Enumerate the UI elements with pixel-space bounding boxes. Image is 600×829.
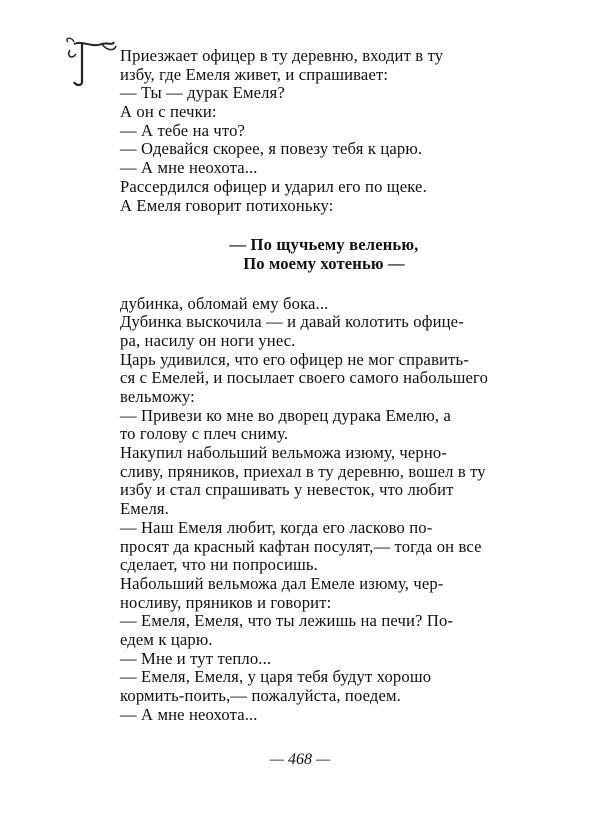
text-line: Емеля. xyxy=(120,499,169,519)
text-line: — Привези ко мне во дворец дурака Емелю, а xyxy=(120,405,452,425)
verse-line: По моему хотенью — xyxy=(243,253,405,273)
text-line: — Наш Емеля любит, когда его ласково по- xyxy=(120,517,433,537)
text-line: то голову с плеч сниму. xyxy=(120,424,289,444)
text-line: Царь удивился, что его офицер не мог справить- xyxy=(120,349,469,369)
verse-line: — По щучьему веленью, xyxy=(229,235,419,255)
text-line: ра, насилу он ноги унес. xyxy=(120,330,296,350)
text-line: Рассердился офицер и ударил его по щеке. xyxy=(120,176,427,196)
text-line: просят да красный кафтан посулят,— тогда он все xyxy=(120,536,482,556)
text-line: кормить-поить,— пожалуйста, поедем. xyxy=(120,686,401,705)
text-line: сливу, пряников, приехал в ту деревню, вошел в ту xyxy=(120,461,486,481)
text-line: сделает, что ни попросишь. xyxy=(120,555,318,575)
text-line: Дубинка выскочила — и давай колотить офице- xyxy=(120,312,464,332)
text-line: Накупил набольший вельможа изюму, черно- xyxy=(120,443,448,463)
text-line: — Мне и тут тепло... xyxy=(120,648,272,668)
text-line: — Емеля, Емеля, что ты лежишь на печи? По- xyxy=(120,611,454,631)
text-line: — А мне неохота... xyxy=(120,704,258,724)
text-line: — А тебе на что? xyxy=(120,120,246,140)
text-line: — Ты — дурак Емеля? xyxy=(120,83,285,103)
text-line: Приезжает офицер в ту деревню, входит в ту xyxy=(120,46,444,65)
text-line: вельможу: xyxy=(120,387,195,406)
story-text xyxy=(120,47,528,724)
text-line: избу и стал спрашивать у невесток, что любит xyxy=(120,480,454,500)
text-line: едем к царю. xyxy=(120,629,213,649)
text-line: дубинка, обломай ему бока... xyxy=(120,293,329,313)
text-line: — А мне неохота... xyxy=(120,158,258,178)
text-line: А Емеля говорит потихоньку: xyxy=(120,195,334,215)
text-line: носливу, пряников и говорит: xyxy=(120,592,332,612)
text-line: А он с печки: xyxy=(120,102,217,122)
text-line: избу, где Емеля живет, и спрашивает: xyxy=(120,64,389,84)
page-number: — 468 — xyxy=(269,751,331,768)
text-line: ся с Емелей, и посылает своего самого набольшего xyxy=(120,368,489,388)
ornamental-initial-icon xyxy=(62,36,118,88)
text-line: Набольший вельможа дал Емеле изюму, чер- xyxy=(120,573,444,593)
text-line: — Одевайся скорее, я повезу тебя к царю. xyxy=(120,139,423,159)
text-line: — Емеля, Емеля, у царя тебя будут хорошо xyxy=(120,667,432,687)
